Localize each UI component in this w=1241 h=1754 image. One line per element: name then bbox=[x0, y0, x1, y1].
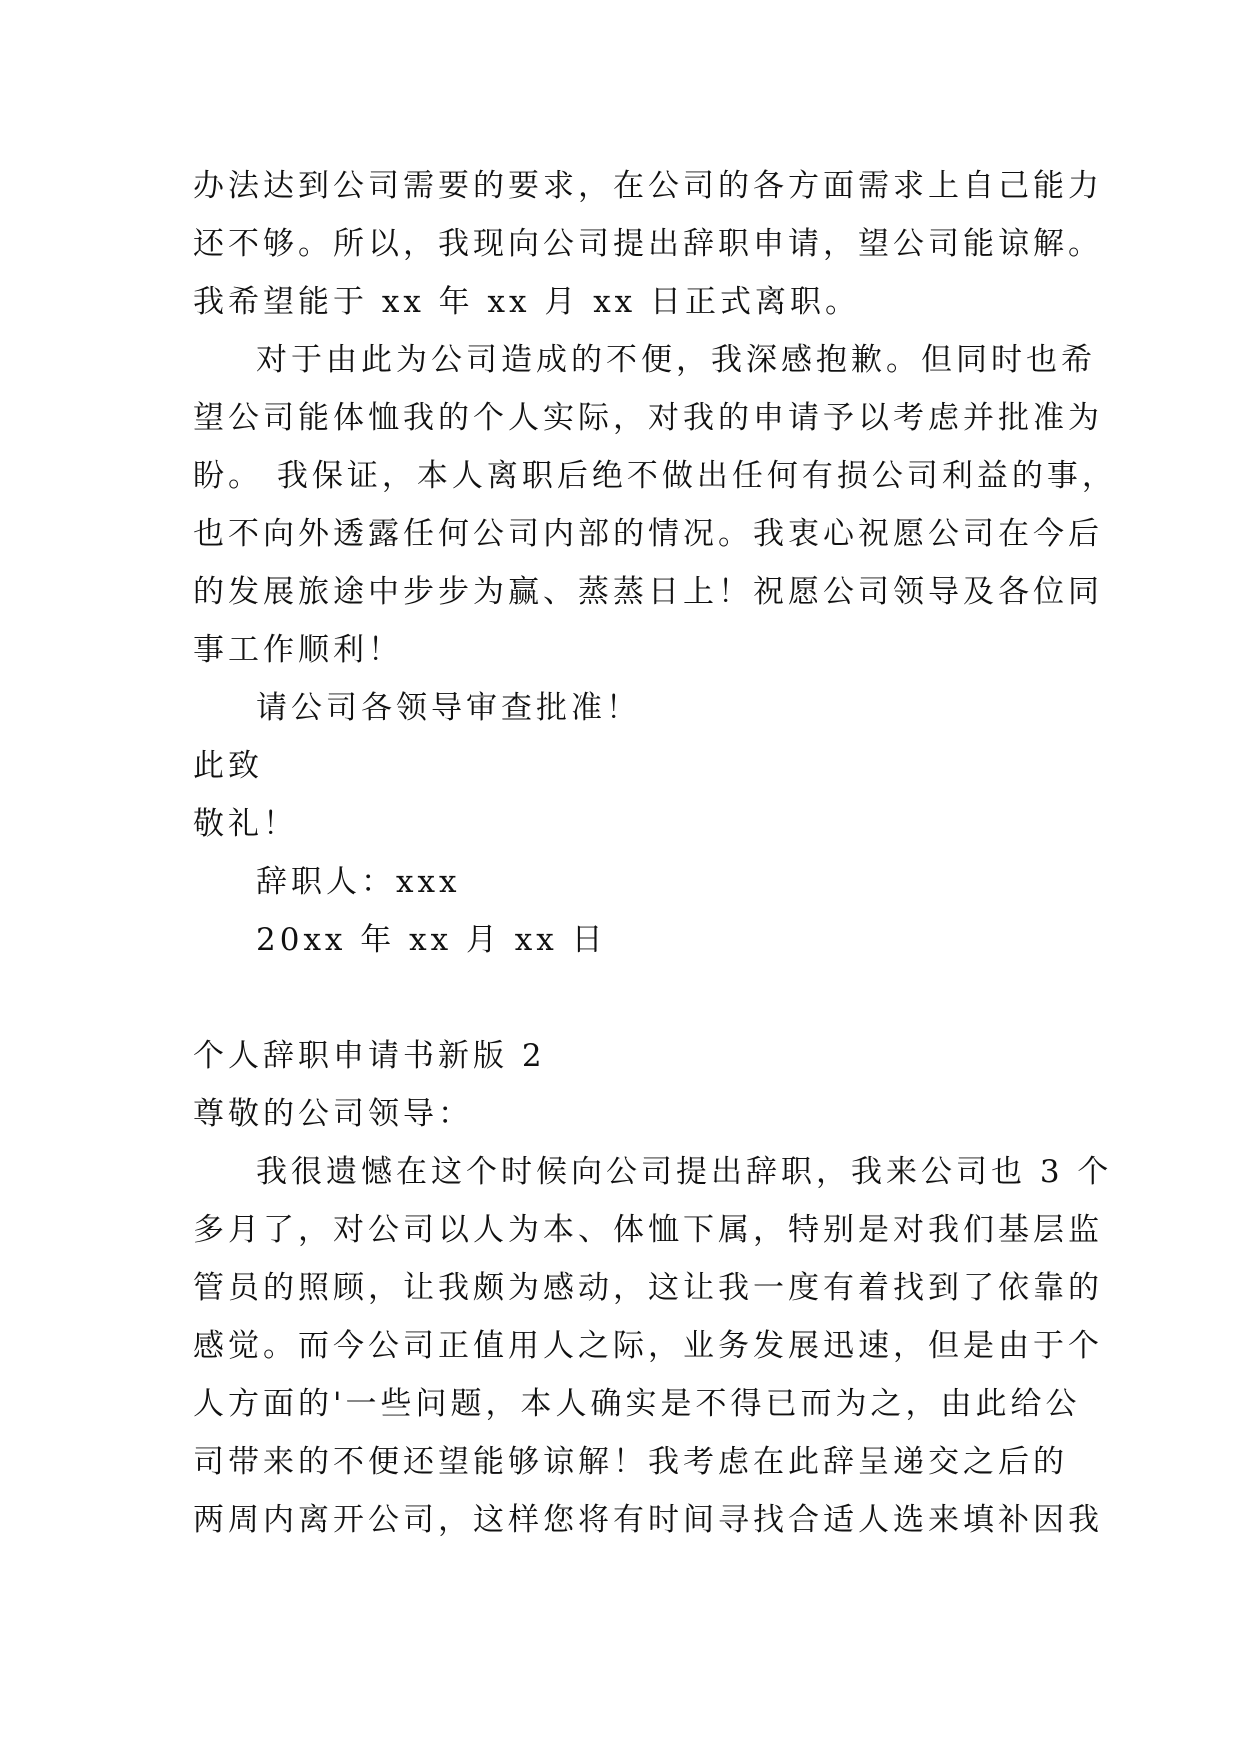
salutation-cizhi: 此致 bbox=[193, 748, 263, 784]
signature-name: 辞职人：xxx bbox=[256, 864, 461, 900]
paragraph-line: 也不向外透露任何公司内部的情况。我衷心祝愿公司在今后 bbox=[193, 516, 1103, 552]
paragraph-line: 的发展旅途中步步为赢、蒸蒸日上！祝愿公司领导及各位同 bbox=[193, 574, 1103, 610]
paragraph-line: 我很遗憾在这个时候向公司提出辞职，我来公司也 3 个 bbox=[256, 1154, 1113, 1190]
paragraph-line: 两周内离开公司，这样您将有时间寻找合适人选来填补因我 bbox=[193, 1502, 1103, 1538]
greeting: 尊敬的公司领导： bbox=[193, 1096, 473, 1132]
closing-request: 请公司各领导审查批准！ bbox=[256, 690, 641, 726]
paragraph-line: 事工作顺利！ bbox=[193, 632, 403, 668]
paragraph-line: 人方面的'一些问题，本人确实是不得已而为之，由此给公 bbox=[193, 1386, 1081, 1422]
section-title: 个人辞职申请书新版 2 bbox=[193, 1038, 546, 1074]
paragraph-line: 我希望能于 xx 年 xx 月 xx 日正式离职。 bbox=[193, 284, 861, 320]
paragraph-line: 办法达到公司需要的要求，在公司的各方面需求上自己能力 bbox=[193, 168, 1103, 204]
paragraph-line: 还不够。所以，我现向公司提出辞职申请，望公司能谅解。 bbox=[193, 226, 1103, 262]
paragraph-line: 感觉。而今公司正值用人之际，业务发展迅速，但是由于个 bbox=[193, 1328, 1103, 1364]
paragraph-line: 对于由此为公司造成的不便，我深感抱歉。但同时也希 bbox=[256, 342, 1096, 378]
paragraph-line: 多月了，对公司以人为本、体恤下属，特别是对我们基层监 bbox=[193, 1212, 1103, 1248]
paragraph-line: 管员的照顾，让我颇为感动，这让我一度有着找到了依靠的 bbox=[193, 1270, 1103, 1306]
paragraph-line: 司带来的不便还望能够谅解！我考虑在此辞呈递交之后的 bbox=[193, 1444, 1068, 1480]
salutation-jingli: 敬礼！ bbox=[193, 806, 298, 842]
paragraph-line: 盼。 我保证，本人离职后绝不做出任何有损公司利益的事， bbox=[193, 458, 1117, 494]
paragraph-line: 望公司能体恤我的个人实际，对我的申请予以考虑并批准为 bbox=[193, 400, 1103, 436]
signature-date: 20xx 年 xx 月 xx 日 bbox=[256, 922, 607, 958]
